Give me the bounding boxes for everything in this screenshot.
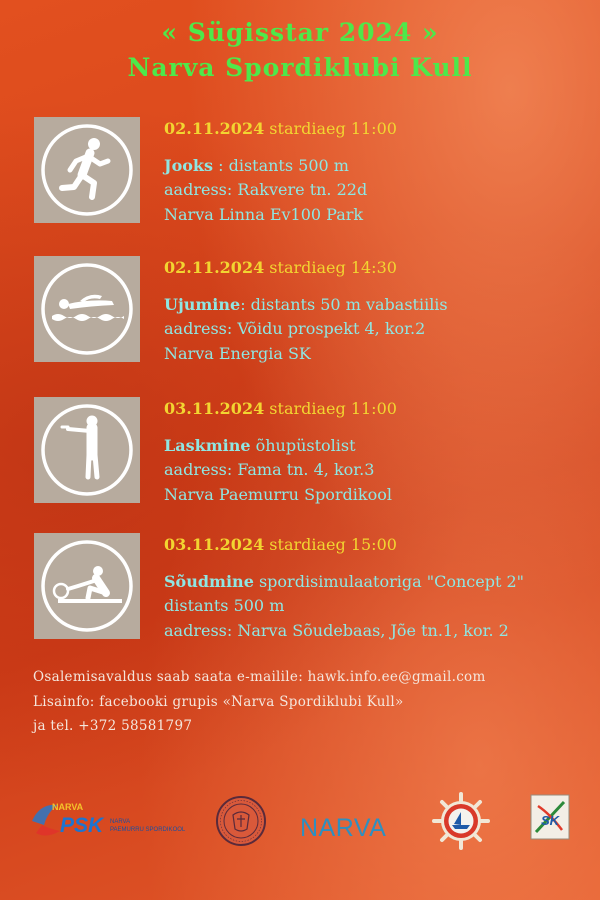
sport-name: Sõudmine	[164, 571, 254, 591]
psk-main-text: PSK	[60, 814, 104, 837]
event-date: 03.11.2024	[164, 535, 265, 554]
event-date: 03.11.2024	[164, 399, 265, 418]
narva-logo	[298, 808, 402, 842]
running-icon	[34, 117, 140, 223]
event-line-2: aadress: Võidu prospekt 4, kor.2	[164, 319, 426, 338]
sport-detail: : distants 500 m	[213, 155, 349, 175]
event-swimming	[34, 256, 594, 366]
club-name: Narva Spordiklubi Kull	[127, 53, 473, 82]
sk-logo-text: SK	[541, 813, 560, 828]
facebook-line: Lisainfo: facebooki grupis «Narva Spordiklubi Kull»	[33, 693, 404, 710]
rowing-icon	[34, 533, 140, 639]
event-line-2: distants 500 m	[164, 596, 285, 615]
sport-detail: õhupüstolist	[250, 435, 356, 455]
ship-wheel-logo	[432, 792, 490, 850]
event-date: 02.11.2024	[164, 258, 265, 277]
sport-name: Jooks	[164, 155, 214, 175]
poster-title: « Sügisstar 2024 »	[161, 18, 439, 47]
event-line-3: aadress: Narva Sõudebaas, Jõe tn.1, kor. 2	[164, 620, 509, 640]
psk-line-2: PAEMURRU SPORDIKOOL	[110, 827, 186, 833]
event-line-3: Narva Linna Ev100 Park	[164, 204, 364, 224]
sport-detail: : distants 50 m vabastiilis	[240, 294, 448, 314]
psk-line-1: NARVA	[110, 819, 131, 825]
swimming-icon	[34, 256, 140, 362]
sport-name: Ujumine	[164, 294, 241, 314]
psk-logo	[30, 795, 195, 843]
sk-kull-logo	[530, 794, 570, 840]
event-rowing	[34, 533, 594, 643]
start-time: stardiaeg 15:00	[269, 535, 397, 554]
sport-detail: spordisimulaatoriga "Concept 2"	[253, 571, 525, 591]
start-time: stardiaeg 14:30	[269, 258, 397, 277]
narva-logo-text: NARVA	[300, 814, 387, 842]
start-time: stardiaeg 11:00	[269, 399, 397, 418]
event-line-3: Narva Energia SK	[164, 343, 311, 363]
round-seal-logo	[215, 795, 267, 847]
event-running	[34, 117, 594, 227]
shooting-icon	[34, 397, 140, 503]
contact-info	[33, 665, 486, 739]
sport-name: Laskmine	[164, 435, 251, 455]
phone-line: ja tel. +372 58581797	[33, 718, 193, 734]
email-line: Osalemisavaldus saab saata e-mailile: hawk.info.ee@gmail.com	[33, 669, 486, 685]
event-shooting	[34, 397, 594, 507]
event-date: 02.11.2024	[164, 119, 265, 138]
event-line-2: aadress: Rakvere tn. 22d	[164, 180, 368, 199]
event-line-3: Narva Paemurru Spordikool	[164, 484, 392, 504]
start-time: stardiaeg 11:00	[269, 119, 397, 138]
psk-small-text: NARVA	[52, 802, 84, 812]
event-line-2: aadress: Fama tn. 4, kor.3	[164, 460, 375, 479]
